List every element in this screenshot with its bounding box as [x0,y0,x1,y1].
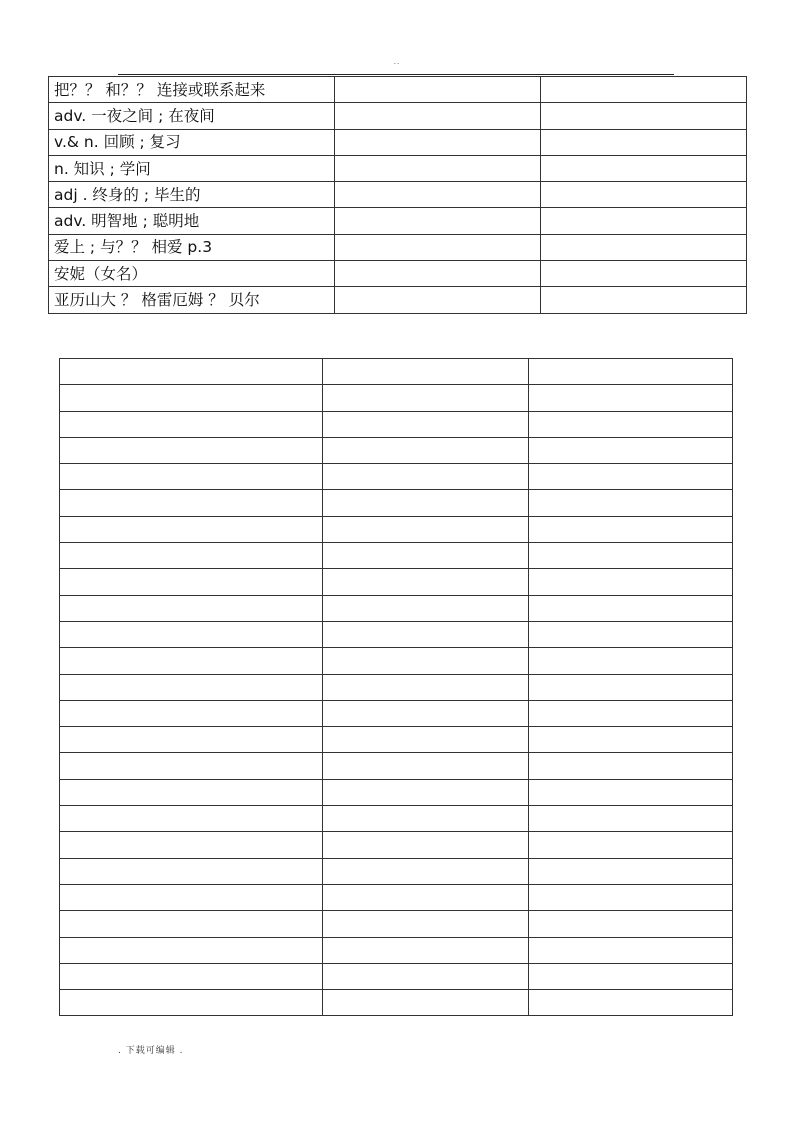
blank-cell[interactable] [323,516,529,542]
term-cell: 安妮（女名） [49,261,335,287]
blank-cell[interactable] [323,437,529,463]
table-row [49,103,747,129]
table-row [60,569,733,595]
blank-cell[interactable] [323,700,529,726]
blank-cell[interactable] [60,858,323,884]
table-row [60,621,733,647]
blank-cell[interactable] [60,700,323,726]
table-row [60,779,733,805]
blank-cell[interactable] [323,884,529,910]
blank-cell[interactable] [529,806,733,832]
blank-cell[interactable] [529,937,733,963]
term-cell: adv. 明智地 ; 聪明地 [49,208,335,234]
table-row [60,411,733,437]
answer-cell[interactable] [335,155,541,181]
blank-cell[interactable] [323,595,529,621]
table-row [60,937,733,963]
blank-cell[interactable] [323,727,529,753]
blank-cell[interactable] [529,569,733,595]
answer-cell[interactable] [335,287,541,313]
term-cell: v.& n. 回顾 ; 复习 [49,129,335,155]
term-cell: 把？？ 和？？ 连接或联系起来 [49,77,335,103]
table-row [60,806,733,832]
answer-cell[interactable] [541,77,747,103]
table-row [60,490,733,516]
blank-cell[interactable] [529,727,733,753]
blank-cell[interactable] [60,990,323,1016]
table-row [60,963,733,989]
table-row [60,911,733,937]
term-cell: adj . 终身的 ; 毕生的 [49,182,335,208]
blank-cell[interactable] [60,621,323,647]
term-cell: 爱上 ; 与？？ 相爱 p.3 [49,234,335,260]
blank-cell[interactable] [60,806,323,832]
blank-cell[interactable] [529,832,733,858]
answer-cell[interactable] [541,287,747,313]
blank-cell[interactable] [60,937,323,963]
table-row [60,648,733,674]
term-cell: adv. 一夜之间 ; 在夜间 [49,103,335,129]
table-row [60,595,733,621]
answer-cell[interactable] [541,129,747,155]
answer-cell[interactable] [541,261,747,287]
blank-cell[interactable] [60,437,323,463]
blank-cell[interactable] [323,858,529,884]
blank-cell[interactable] [60,464,323,490]
blank-cell[interactable] [323,411,529,437]
answer-cell[interactable] [541,208,747,234]
blank-cell[interactable] [60,385,323,411]
blank-cell[interactable] [529,884,733,910]
blank-cell[interactable] [529,359,733,385]
blank-cell[interactable] [529,753,733,779]
blank-cell[interactable] [323,806,529,832]
table-row [60,700,733,726]
header-mark: .. [393,58,401,66]
table-row [60,884,733,910]
answer-cell[interactable] [335,182,541,208]
blank-cell[interactable] [60,490,323,516]
table-row [60,543,733,569]
blank-cell[interactable] [323,569,529,595]
table-row [49,208,747,234]
blank-cell[interactable] [60,516,323,542]
table-row [60,990,733,1016]
blank-cell[interactable] [323,963,529,989]
answer-cell[interactable] [335,208,541,234]
blank-cell[interactable] [323,832,529,858]
table-row [49,77,747,103]
blank-cell[interactable] [60,595,323,621]
table-row [49,182,747,208]
blank-cell[interactable] [323,464,529,490]
table-row [60,858,733,884]
table-row [49,129,747,155]
answer-cell[interactable] [541,182,747,208]
blank-cell[interactable] [60,963,323,989]
footer-note: . 下载可编辑 . [118,1046,184,1056]
blank-cell[interactable] [323,753,529,779]
table-row [49,287,747,313]
blank-cell[interactable] [529,464,733,490]
table-row [49,261,747,287]
blank-cell[interactable] [60,832,323,858]
answer-cell[interactable] [335,103,541,129]
blank-cell[interactable] [323,543,529,569]
blank-cell[interactable] [529,595,733,621]
answer-cell[interactable] [541,155,747,181]
table-row [60,464,733,490]
blank-cell[interactable] [529,385,733,411]
blank-cell[interactable] [60,727,323,753]
table-row [60,832,733,858]
answer-cell[interactable] [335,77,541,103]
answer-cell[interactable] [335,261,541,287]
blank-cell[interactable] [529,543,733,569]
table-row [49,155,747,181]
answer-cell[interactable] [541,103,747,129]
blank-cell[interactable] [529,700,733,726]
term-cell: n. 知识 ; 学问 [49,155,335,181]
blank-cell[interactable] [323,385,529,411]
blank-cell[interactable] [60,884,323,910]
header-rule [118,74,674,75]
blank-cell[interactable] [529,911,733,937]
blank-cell[interactable] [60,753,323,779]
blank-cell[interactable] [60,543,323,569]
blank-cell[interactable] [323,990,529,1016]
blank-cell[interactable] [323,359,529,385]
blank-cell[interactable] [529,674,733,700]
blank-cell[interactable] [529,437,733,463]
blank-cell[interactable] [323,674,529,700]
answer-cell[interactable] [335,234,541,260]
blank-cell[interactable] [60,674,323,700]
table-row [60,516,733,542]
blank-cell[interactable] [529,990,733,1016]
blank-cell[interactable] [60,648,323,674]
blank-cell[interactable] [323,779,529,805]
blank-cell[interactable] [323,911,529,937]
table-row [60,753,733,779]
table-row [60,674,733,700]
blank-cell[interactable] [529,411,733,437]
table-row [60,727,733,753]
blank-cell[interactable] [529,963,733,989]
blank-cell[interactable] [60,779,323,805]
blank-cell[interactable] [529,621,733,647]
blank-cell[interactable] [323,621,529,647]
table-row [60,359,733,385]
blank-cell[interactable] [323,648,529,674]
answer-cell[interactable] [335,129,541,155]
blank-cell[interactable] [529,858,733,884]
blank-table [59,358,733,1016]
blank-cell[interactable] [323,937,529,963]
blank-cell[interactable] [60,411,323,437]
blank-cell[interactable] [529,779,733,805]
blank-cell[interactable] [323,490,529,516]
term-cell: 亚历山大 ？ 格雷厄姆 ？ 贝尔 [49,287,335,313]
blank-cell[interactable] [529,648,733,674]
table-row [49,234,747,260]
blank-cell[interactable] [60,911,323,937]
blank-cell[interactable] [60,359,323,385]
vocabulary-table [48,76,747,314]
table-row [60,385,733,411]
table-row [60,437,733,463]
answer-cell[interactable] [541,234,747,260]
blank-cell[interactable] [529,516,733,542]
blank-cell[interactable] [529,490,733,516]
blank-cell[interactable] [60,569,323,595]
